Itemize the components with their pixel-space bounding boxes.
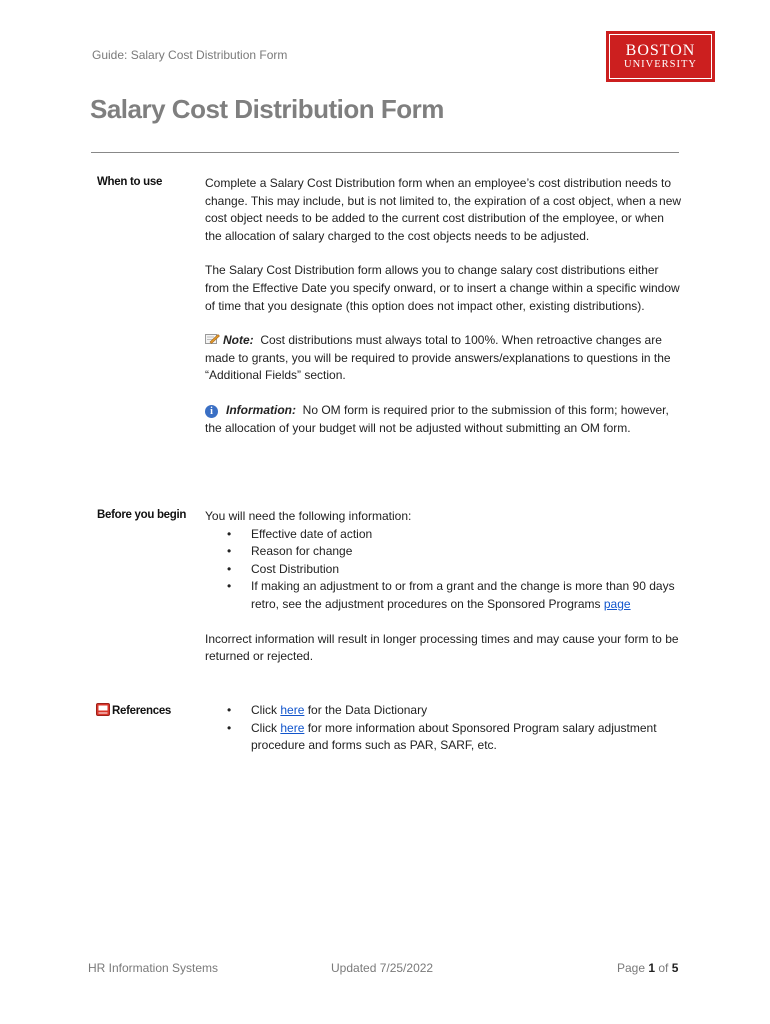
ref-2-suffix: for more information about Sponsored Program salary adjustment procedure and forms such as PAR, SARF, etc. [251,720,657,753]
logo-line-2: UNIVERSITY [624,59,697,71]
information-text: No OM form is required prior to the submission of this form; however, the allocation of your budget will not be adjusted without submitting an OM form. [205,402,669,435]
list-item: • Effective date of action [251,526,683,544]
references-book-icon [96,703,110,716]
before-you-begin-section [205,508,683,666]
sponsored-programs-page-link[interactable]: page [603,596,631,611]
incorrect-info-warning: Incorrect information will result in longer processing times and may cause your form to be returned or rejected. [205,631,679,664]
note-label: Note: [223,333,254,348]
grant-item-text: If making an adjustment to or from a grant and the change is more than 90 days retro, see the adjustment procedures on the Sponsored Programs [251,579,675,611]
when-to-use-section [205,175,683,437]
when-to-use-label: When to use [97,176,163,188]
list-item [251,578,683,613]
footer-page-number [617,961,678,975]
logo-line-1: BOSTON [625,41,696,59]
when-to-use-para-1: Complete a Salary Cost Distribution form when an employee’s cost distribution needs to change. This may include, but is not limited to, the expiration of a cost object, when a new cost object needs to be added to the current cost distribution of the employee, or when the allocation of salary charged to the cost objects needs to be adjusted. [205,176,682,243]
page-title: Salary Cost Distribution Form [90,94,444,124]
ref-2-prefix: Click [251,720,281,735]
list-item: • Cost Distribution [251,561,683,579]
list-item [251,720,683,755]
references-label: References [112,705,172,717]
information-icon: i [205,405,218,418]
footer-page-current: 1 [648,961,656,975]
footer-page-word: Page [617,961,649,975]
before-you-begin-label: Before you begin [97,509,187,521]
footer-of-word: of [655,961,672,975]
list-item [251,702,683,720]
boston-university-logo [606,31,715,82]
before-you-begin-intro: You will need the following information: [205,509,412,523]
references-label-group [96,703,171,717]
note-pencil-icon [205,333,220,345]
when-to-use-para-2: The Salary Cost Distribution form allows you to change salary cost distributions either from the Effective Date you specify onward, or to insert a change within a specific window of time that you designate (this option does not impact other, existing distributions). [205,263,680,313]
footer-department: HR Information Systems [88,961,219,975]
sponsored-program-info-link[interactable]: here [280,720,305,735]
header-guide-title: Guide: Salary Cost Distribution Form [92,48,288,62]
information-label: Information: [226,402,296,417]
required-info-list [205,526,683,614]
footer-page-total: 5 [671,961,679,975]
title-divider [91,152,679,153]
footer-updated-date: Updated 7/25/2022 [331,961,434,975]
references-list [205,702,683,755]
note-paragraph [205,332,683,385]
ref-1-prefix: Click [251,703,281,717]
references-section [205,702,683,755]
information-paragraph [205,402,683,437]
ref-1-suffix: for the Data Dictionary [304,703,428,717]
note-text: Cost distributions must always total to 100%. When retroactive changes are made to grants, you will be required to provide answers/explanations to questions in the “Additional Fields” section. [205,333,671,383]
list-item: • Reason for change [251,543,683,561]
data-dictionary-link[interactable]: here [280,703,305,717]
